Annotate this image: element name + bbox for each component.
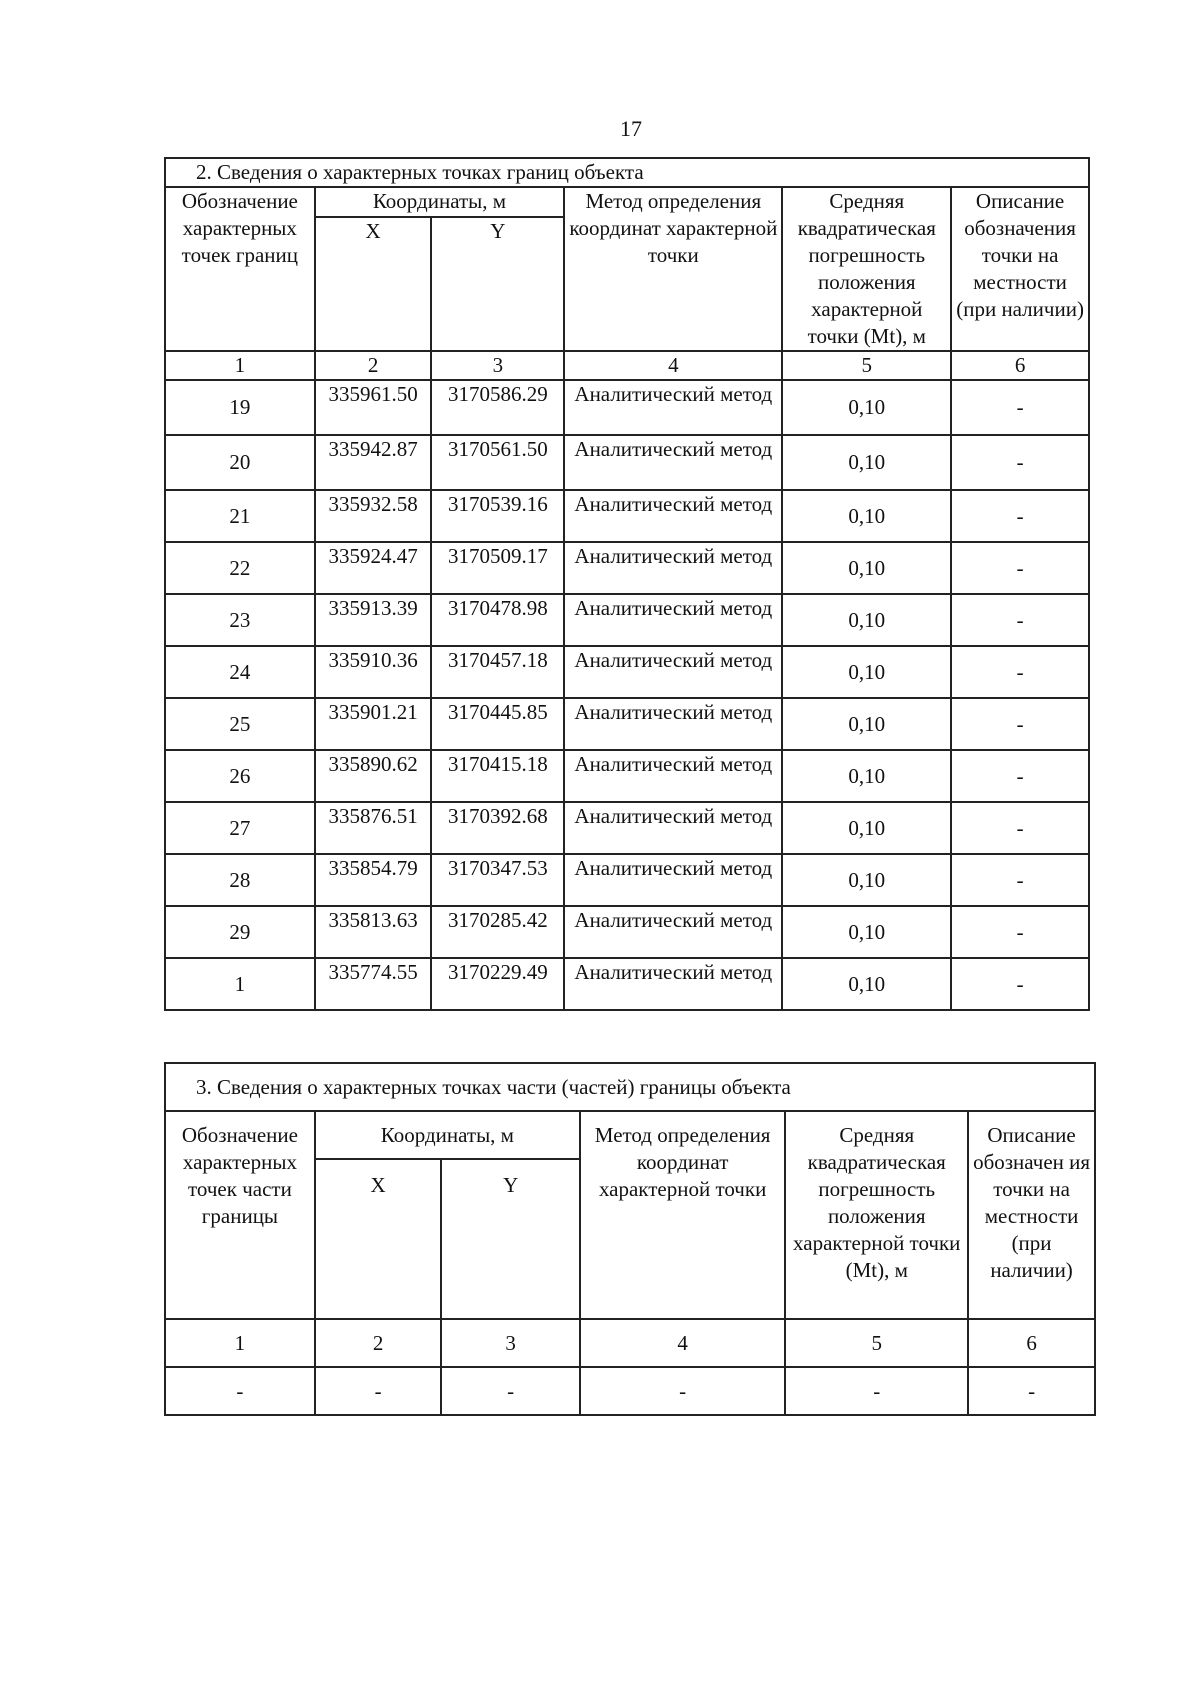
mean-error: 0,10 bbox=[782, 380, 951, 435]
column-number: 5 bbox=[782, 351, 951, 380]
point-id: 22 bbox=[165, 542, 315, 594]
method: Аналитический метод bbox=[564, 490, 782, 542]
table-row bbox=[165, 802, 1089, 854]
header-error: Средняя квадратическая погрешность положения характерной точки (Mt), м bbox=[785, 1111, 968, 1319]
coord-x: 335774.55 bbox=[315, 958, 432, 1010]
table-row bbox=[165, 490, 1089, 542]
coord-y: 3170415.18 bbox=[431, 750, 564, 802]
method: Аналитический метод bbox=[564, 906, 782, 958]
coord-x: 335924.47 bbox=[315, 542, 432, 594]
mean-error: - bbox=[785, 1367, 968, 1415]
method: Аналитический метод bbox=[564, 750, 782, 802]
mean-error: 0,10 bbox=[782, 594, 951, 646]
description: - bbox=[951, 380, 1089, 435]
header-x: X bbox=[315, 1159, 442, 1319]
method: Аналитический метод bbox=[564, 380, 782, 435]
point-id: 1 bbox=[165, 958, 315, 1010]
point-id: 29 bbox=[165, 906, 315, 958]
coord-y: 3170229.49 bbox=[431, 958, 564, 1010]
coord-y: 3170586.29 bbox=[431, 380, 564, 435]
description: - bbox=[951, 435, 1089, 490]
coord-x: 335942.87 bbox=[315, 435, 432, 490]
mean-error: 0,10 bbox=[782, 542, 951, 594]
table-row bbox=[165, 750, 1089, 802]
header-x: X bbox=[315, 217, 432, 351]
description: - bbox=[951, 698, 1089, 750]
point-id: 23 bbox=[165, 594, 315, 646]
point-id: 21 bbox=[165, 490, 315, 542]
mean-error: 0,10 bbox=[782, 854, 951, 906]
header-description: Описание обозначения точки на местности (при наличии) bbox=[951, 187, 1089, 351]
table-row bbox=[165, 854, 1089, 906]
header-description: Описание обозначен ия точки на местности (при наличии) bbox=[968, 1111, 1095, 1319]
column-number: 4 bbox=[580, 1319, 785, 1367]
coord-y: 3170347.53 bbox=[431, 854, 564, 906]
point-id: 27 bbox=[165, 802, 315, 854]
column-number: 1 bbox=[165, 351, 315, 380]
table-row bbox=[165, 435, 1089, 490]
header-y: Y bbox=[431, 217, 564, 351]
description: - bbox=[951, 490, 1089, 542]
mean-error: 0,10 bbox=[782, 958, 951, 1010]
column-number: 4 bbox=[564, 351, 782, 380]
table-row bbox=[165, 906, 1089, 958]
mean-error: 0,10 bbox=[782, 646, 951, 698]
coord-y: 3170392.68 bbox=[431, 802, 564, 854]
point-id: 20 bbox=[165, 435, 315, 490]
column-number: 1 bbox=[165, 1319, 315, 1367]
header-y: Y bbox=[441, 1159, 580, 1319]
column-number: 2 bbox=[315, 351, 432, 380]
method: Аналитический метод bbox=[564, 542, 782, 594]
coord-x: 335901.21 bbox=[315, 698, 432, 750]
coord-x: 335961.50 bbox=[315, 380, 432, 435]
point-id: 24 bbox=[165, 646, 315, 698]
description: - bbox=[951, 958, 1089, 1010]
method: Аналитический метод bbox=[564, 698, 782, 750]
point-id: 25 bbox=[165, 698, 315, 750]
coord-y: - bbox=[441, 1367, 580, 1415]
header-method: Метод определения координат характерной точки bbox=[580, 1111, 785, 1319]
description: - bbox=[951, 594, 1089, 646]
coord-x: 335854.79 bbox=[315, 854, 432, 906]
coord-x: 335813.63 bbox=[315, 906, 432, 958]
column-number: 2 bbox=[315, 1319, 442, 1367]
coord-x: 335876.51 bbox=[315, 802, 432, 854]
header-coordinates: Координаты, м bbox=[315, 1111, 580, 1159]
section2-title: 2. Сведения о характерных точках границ объекта bbox=[165, 158, 1089, 187]
table-row bbox=[165, 594, 1089, 646]
mean-error: 0,10 bbox=[782, 906, 951, 958]
coord-y: 3170561.50 bbox=[431, 435, 564, 490]
coord-x: 335913.39 bbox=[315, 594, 432, 646]
column-number: 5 bbox=[785, 1319, 968, 1367]
header-coordinates: Координаты, м bbox=[315, 187, 565, 217]
description: - bbox=[968, 1367, 1095, 1415]
method: - bbox=[580, 1367, 785, 1415]
mean-error: 0,10 bbox=[782, 490, 951, 542]
method: Аналитический метод bbox=[564, 958, 782, 1010]
description: - bbox=[951, 802, 1089, 854]
part-boundary-points-table bbox=[164, 1062, 1096, 1416]
description: - bbox=[951, 750, 1089, 802]
coord-x: 335932.58 bbox=[315, 490, 432, 542]
header-error: Средняя квадратическая погрешность положения характерной точки (Mt), м bbox=[782, 187, 951, 351]
header-designation: Обозначение характерных точек границ bbox=[165, 187, 315, 351]
column-number: 3 bbox=[431, 351, 564, 380]
method: Аналитический метод bbox=[564, 854, 782, 906]
coord-y: 3170285.42 bbox=[431, 906, 564, 958]
mean-error: 0,10 bbox=[782, 435, 951, 490]
coord-y: 3170478.98 bbox=[431, 594, 564, 646]
header-designation: Обозначение характерных точек части границы bbox=[165, 1111, 315, 1319]
table-row bbox=[165, 542, 1089, 594]
column-number: 6 bbox=[951, 351, 1089, 380]
page-number: 17 bbox=[620, 116, 642, 141]
coord-x: - bbox=[315, 1367, 442, 1415]
point-id: 19 bbox=[165, 380, 315, 435]
table-row bbox=[165, 958, 1089, 1010]
description: - bbox=[951, 854, 1089, 906]
point-id: - bbox=[165, 1367, 315, 1415]
coord-y: 3170509.17 bbox=[431, 542, 564, 594]
description: - bbox=[951, 646, 1089, 698]
method: Аналитический метод bbox=[564, 594, 782, 646]
description: - bbox=[951, 906, 1089, 958]
table-row bbox=[165, 646, 1089, 698]
boundary-points-table bbox=[164, 157, 1090, 1011]
description: - bbox=[951, 542, 1089, 594]
coord-x: 335890.62 bbox=[315, 750, 432, 802]
table-row bbox=[165, 380, 1089, 435]
section3-title: 3. Сведения о характерных точках части (частей) границы объекта bbox=[165, 1063, 1095, 1111]
coord-y: 3170445.85 bbox=[431, 698, 564, 750]
column-number: 3 bbox=[441, 1319, 580, 1367]
method: Аналитический метод bbox=[564, 646, 782, 698]
coord-y: 3170539.16 bbox=[431, 490, 564, 542]
method: Аналитический метод bbox=[564, 435, 782, 490]
table-row bbox=[165, 698, 1089, 750]
method: Аналитический метод bbox=[564, 802, 782, 854]
mean-error: 0,10 bbox=[782, 802, 951, 854]
point-id: 26 bbox=[165, 750, 315, 802]
header-method: Метод определения координат характерной точки bbox=[564, 187, 782, 351]
coord-y: 3170457.18 bbox=[431, 646, 564, 698]
mean-error: 0,10 bbox=[782, 750, 951, 802]
column-number: 6 bbox=[968, 1319, 1095, 1367]
coord-x: 335910.36 bbox=[315, 646, 432, 698]
table-row bbox=[165, 1367, 1095, 1415]
mean-error: 0,10 bbox=[782, 698, 951, 750]
point-id: 28 bbox=[165, 854, 315, 906]
